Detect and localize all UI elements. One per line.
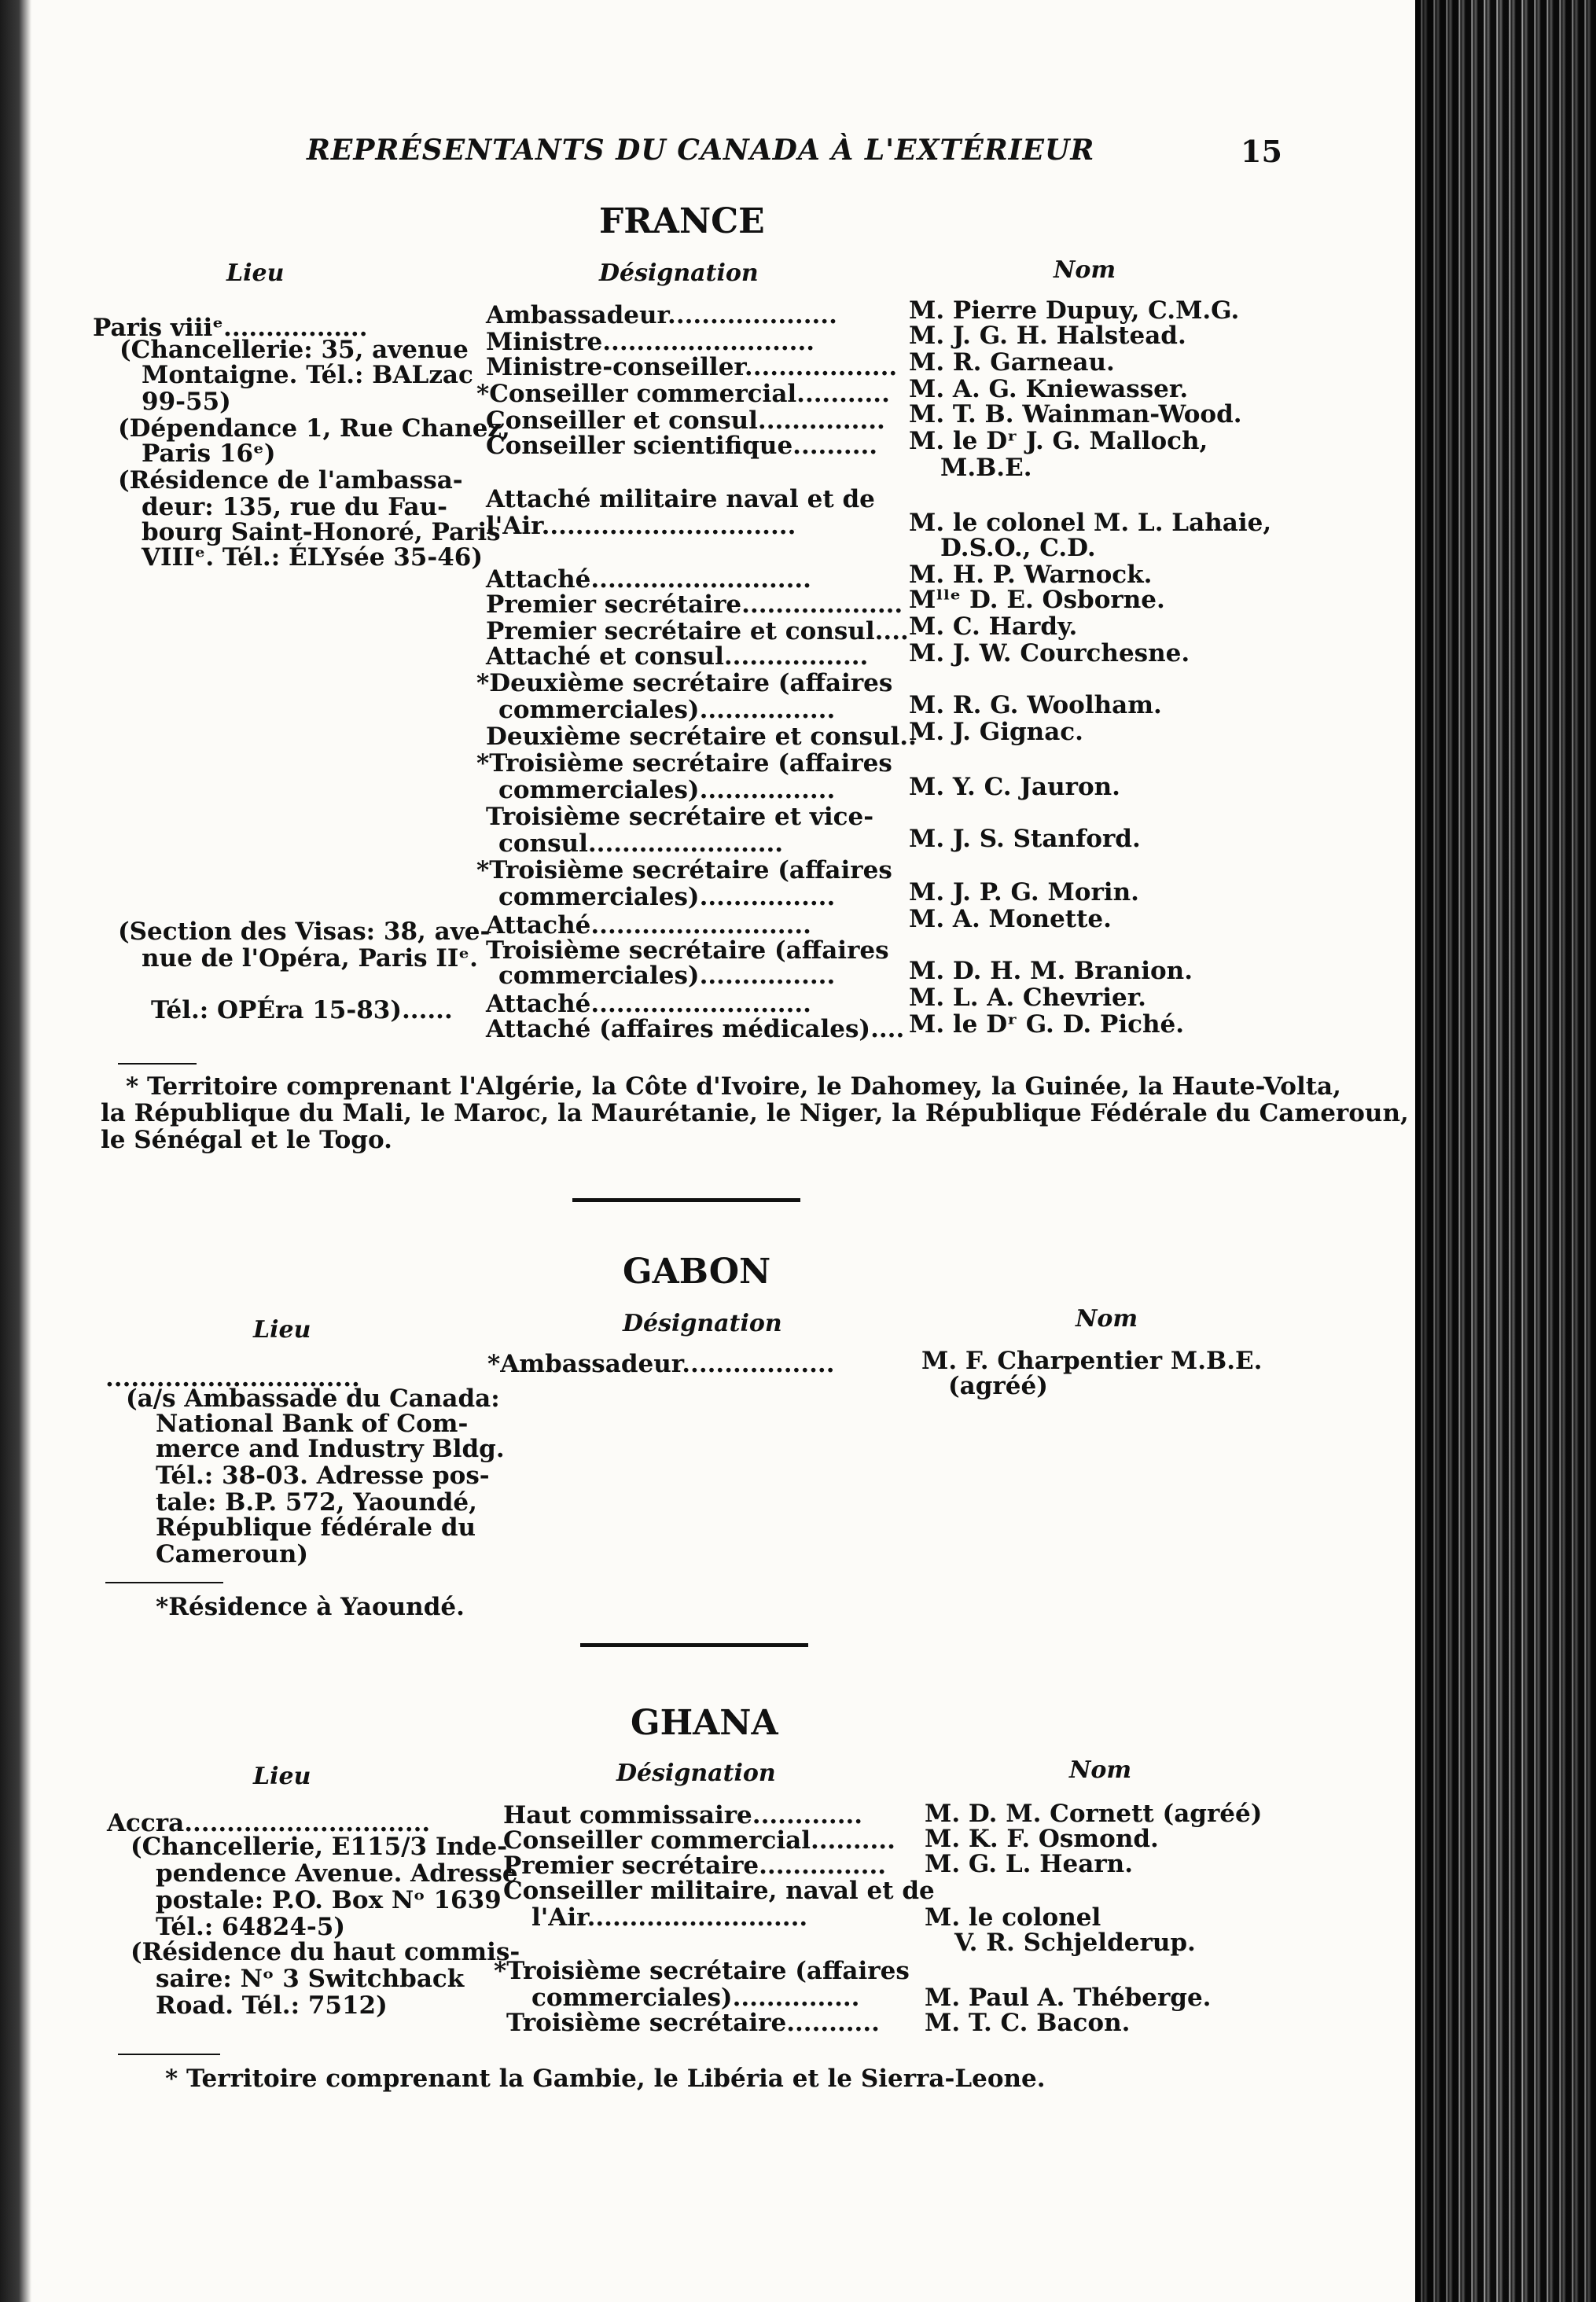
lieu-line: tale: B.P. 572, Yaoundé, <box>156 1488 477 1517</box>
lieu-line: nue de l'Opéra, Paris IIᵉ. <box>142 944 478 973</box>
footnote-rule <box>118 1063 197 1065</box>
lieu-line: Tél.: 64824-5) <box>156 1913 345 1941</box>
designation-line: *Troisième secrétaire (affaires <box>476 856 892 884</box>
designation-line: consul....................... <box>498 829 784 858</box>
lieu-line: National Bank of Com- <box>156 1410 469 1438</box>
country-title-france: FRANCE <box>599 201 765 241</box>
footnote-rule <box>105 1582 223 1583</box>
col-header-nom: Nom <box>1069 1756 1132 1784</box>
lieu-line: Road. Tél.: 7512) <box>156 1991 388 2020</box>
designation-line: Premier secrétaire................... <box>486 590 903 619</box>
nom-line: M. Paul A. Théberge. <box>925 1984 1212 2012</box>
nom-line: M. D. H. M. Branion. <box>909 957 1193 985</box>
nom-line: M. L. A. Chevrier. <box>909 984 1146 1012</box>
lieu-line: Cameroun) <box>156 1540 309 1568</box>
page-gutter-shadow <box>0 0 31 2302</box>
nom-line: M. J. G. H. Halstead. <box>909 322 1186 350</box>
nom-line: M. A. G. Kniewasser. <box>909 375 1189 403</box>
country-title-gabon: GABON <box>623 1252 771 1292</box>
nom-line: M. J. Gignac. <box>909 718 1083 746</box>
lieu-line: VIIIᵉ. Tél.: ÉLYsée 35-46) <box>142 543 484 572</box>
running-header: REPRÉSENTANTS DU CANADA À L'EXTÉRIEUR <box>307 134 1095 167</box>
nom-line: Mˡˡᵉ D. E. Osborne. <box>909 586 1165 614</box>
nom-line: M. H. P. Warnock. <box>909 561 1153 589</box>
nom-line: M. le colonel M. L. Lahaie, <box>909 509 1272 537</box>
nom-line: M. le colonel <box>925 1903 1101 1932</box>
lieu-line: République fédérale du <box>156 1513 476 1542</box>
col-header-designation: Désignation <box>616 1760 776 1787</box>
nom-line: M. K. F. Osmond. <box>925 1825 1159 1853</box>
designation-line: l'Air.............................. <box>486 512 796 540</box>
nom-line: M. T. B. Wainman-Wood. <box>909 400 1242 428</box>
designation-line: Conseiller scientifique.......... <box>486 432 878 460</box>
lieu-line: Tél.: OPÉra 15-83)...... <box>151 996 453 1024</box>
designation-line: Premier secrétaire............... <box>503 1852 887 1880</box>
designation-line: Attaché.......................... <box>486 565 811 594</box>
nom-line: M. R. G. Woolham. <box>909 691 1162 719</box>
lieu-line: (Dépendance 1, Rue Chanez, <box>118 414 510 443</box>
nom-line: M. T. C. Bacon. <box>925 2009 1131 2037</box>
nom-line: M. le Dʳ J. G. Malloch, <box>909 427 1208 455</box>
designation-line: Conseiller et consul............... <box>486 406 885 435</box>
designation-line: l'Air.......................... <box>531 1903 808 1932</box>
designation-line: Attaché.......................... <box>486 911 811 940</box>
col-header-nom: Nom <box>1076 1305 1138 1333</box>
designation-line: *Conseiller commercial........... <box>476 380 890 408</box>
lieu-line: merce and Industry Bldg. <box>156 1435 505 1463</box>
nom-line: M. le Dʳ G. D. Piché. <box>909 1010 1185 1039</box>
designation-line: Ministre......................... <box>486 328 815 356</box>
lieu-line: (Chancellerie, E115/3 Inde- <box>131 1833 508 1861</box>
designation-line: Troisième secrétaire et vice- <box>486 803 874 831</box>
nom-line: M. A. Monette. <box>909 905 1112 933</box>
designation-line: Premier secrétaire et consul.... <box>486 617 909 645</box>
nom-line: M. D. M. Cornett (agréé) <box>925 1800 1263 1828</box>
lieu-line: Paris viiiᵉ................. <box>93 314 368 342</box>
footnote-line: la République du Mali, le Maroc, la Maurétanie, le Niger, la République Fédérale du Cameroun, <box>101 1099 1409 1127</box>
designation-line: *Troisième secrétaire (affaires <box>494 1957 910 1985</box>
footnote-line: * Territoire comprenant l'Algérie, la Côte d'Ivoire, le Dahomey, la Guinée, la Haute-Volta, <box>126 1072 1341 1101</box>
col-header-nom: Nom <box>1054 256 1116 284</box>
lieu-line: (Section des Visas: 38, ave- <box>118 917 491 946</box>
designation-line: Conseiller militaire, naval et de <box>503 1877 935 1905</box>
nom-line: M. F. Charpentier M.B.E. <box>921 1347 1263 1375</box>
lieu-line: 99-55) <box>142 388 231 416</box>
col-header-designation: Désignation <box>623 1310 782 1337</box>
lieu-line: .............................. <box>105 1364 360 1392</box>
designation-line: *Ambassadeur.................. <box>487 1350 835 1378</box>
designation-line: Troisième secrétaire (affaires <box>486 936 889 965</box>
footnote-line: * Territoire comprenant la Gambie, le Libéria et le Sierra-Leone. <box>165 2065 1046 2093</box>
lieu-line: saire: Nᵒ 3 Switchback <box>156 1965 465 1993</box>
page-number: 15 <box>1241 134 1282 169</box>
lieu-line: (Résidence de l'ambassa- <box>118 466 463 495</box>
designation-line: Ambassadeur.................... <box>486 301 837 329</box>
designation-line: commerciales)................ <box>498 696 836 724</box>
book-page-edges <box>1415 0 1596 2302</box>
lieu-line: pendence Avenue. Adresse <box>156 1859 518 1888</box>
col-header-lieu: Lieu <box>253 1316 311 1344</box>
lieu-line: Paris 16ᵉ) <box>142 439 276 468</box>
lieu-line: (Résidence du haut commis- <box>131 1938 520 1966</box>
footnote-line: le Sénégal et le Togo. <box>101 1126 392 1154</box>
nom-line: (agréé) <box>948 1372 1048 1400</box>
col-header-lieu: Lieu <box>253 1763 311 1790</box>
designation-line: Attaché.......................... <box>486 990 811 1018</box>
nom-line: M. R. Garneau. <box>909 348 1115 377</box>
lieu-line: deur: 135, rue du Fau- <box>142 493 447 521</box>
designation-line: *Deuxième secrétaire (affaires <box>476 669 893 697</box>
designation-line: Attaché et consul................. <box>486 642 869 671</box>
lieu-line: postale: P.O. Box Nᵒ 1639 <box>156 1886 502 1914</box>
nom-line: M. J. P. G. Morin. <box>909 878 1139 906</box>
country-title-ghana: GHANA <box>631 1703 778 1743</box>
designation-line: Attaché (affaires médicales).... <box>486 1015 905 1043</box>
designation-line: *Troisième secrétaire (affaires <box>476 749 892 778</box>
footnote-rule <box>118 2054 220 2055</box>
nom-line: V. R. Schjelderup. <box>954 1929 1196 1957</box>
designation-line: commerciales)............... <box>531 1984 860 2012</box>
nom-line: M. Pierre Dupuy, C.M.G. <box>909 296 1240 325</box>
col-header-lieu: Lieu <box>226 259 285 287</box>
designation-line: Haut commissaire............. <box>503 1801 863 1829</box>
nom-line: D.S.O., C.D. <box>940 534 1096 562</box>
designation-line: Ministre-conseiller.................. <box>486 353 898 381</box>
col-header-designation: Désignation <box>599 259 759 287</box>
designation-line: commerciales)................ <box>498 962 836 990</box>
designation-line: commerciales)................ <box>498 776 836 804</box>
lieu-line: Accra............................. <box>107 1809 431 1837</box>
lieu-line: (a/s Ambassade du Canada: <box>126 1385 500 1413</box>
designation-line: Attaché militaire naval et de <box>486 485 875 513</box>
nom-line: M. C. Hardy. <box>909 612 1078 641</box>
designation-line: Conseiller commercial.......... <box>503 1826 895 1855</box>
nom-line: M. J. W. Courchesne. <box>909 639 1190 667</box>
footnote-line: *Résidence à Yaoundé. <box>156 1593 465 1621</box>
section-divider <box>572 1198 800 1202</box>
lieu-line: Montaigne. Tél.: BALzac <box>142 361 473 389</box>
nom-line: M.B.E. <box>940 454 1032 482</box>
lieu-line: (Chancellerie: 35, avenue <box>120 336 469 364</box>
lieu-line: Tél.: 38-03. Adresse pos- <box>156 1462 490 1490</box>
designation-line: Troisième secrétaire........... <box>506 2009 880 2037</box>
lieu-line: bourg Saint-Honoré, Paris <box>142 518 501 546</box>
nom-line: M. J. S. Stanford. <box>909 825 1141 853</box>
nom-line: M. G. L. Hearn. <box>925 1850 1133 1878</box>
nom-line: M. Y. C. Jauron. <box>909 773 1120 801</box>
designation-line: Deuxième secrétaire et consul.. <box>486 723 917 751</box>
designation-line: commerciales)................ <box>498 883 836 911</box>
section-divider <box>580 1643 808 1647</box>
